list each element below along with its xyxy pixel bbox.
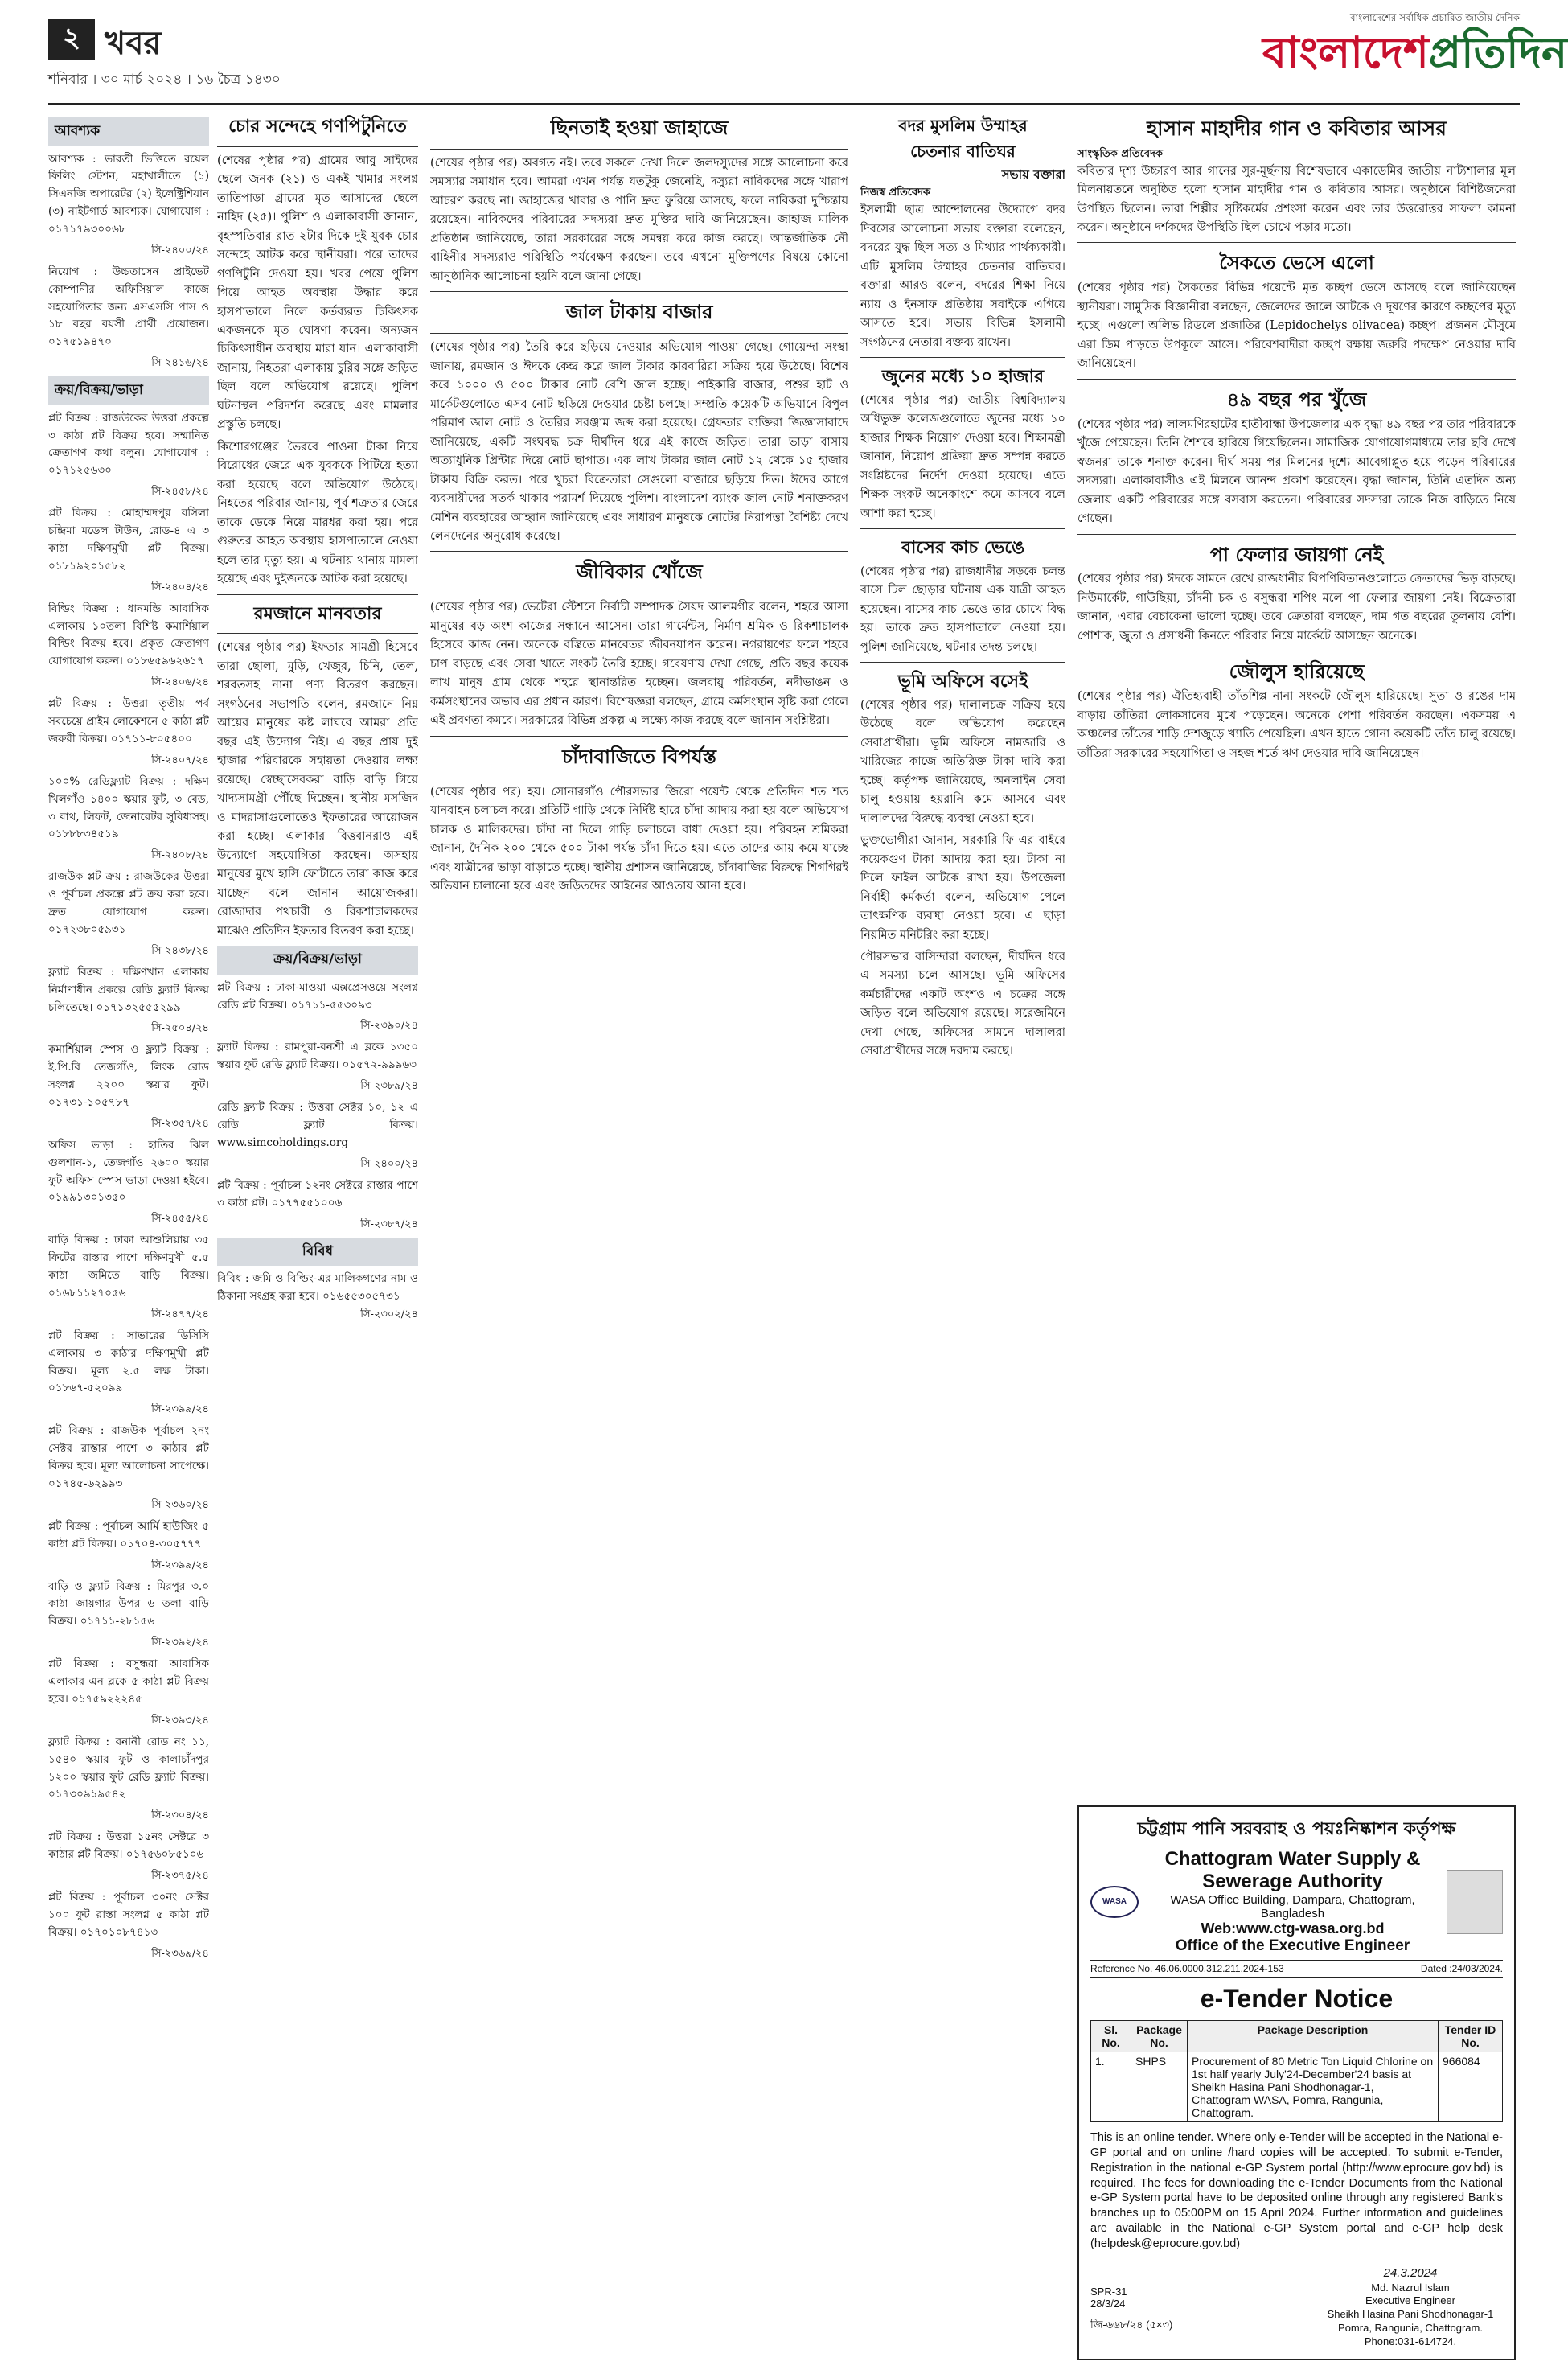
ad-code: সি-২৩৫৭/২৪ [151,1117,209,1130]
divider [430,593,848,594]
table-cell: Procurement of 80 Metric Ton Liquid Chlorine on 1st half yearly July'24-December'24 basis at Sheikh Hasina Pani Shodhonagar-1, Chattogram WASA, Pomra, Rangunia, Chattogram. [1188,2052,1439,2122]
divider [430,333,848,334]
headline-glory-lost: জৌলুস হারিয়েছে [1229,660,1365,684]
table-header: Sl. No. [1091,2021,1131,2052]
article-body: (শেষের পৃষ্ঠার পর) দালালচক্র সক্রিয় হয়ে উঠেছে বলে অভিযোগ করেছেন সেবাপ্রার্থীরা। ভূমি অফিসে নামজারি ও খারিজের কাজে অতিরিক্ত টাকা দাবি করা হচ্ছে। কর্তৃপক্ষ জানিয়েছে, অনলাইন সেবা চালু হওয়ায় হয়রানি কমে আসবে এবং দালালদের বিরুদ্ধে ব্যবস্থা নেওয়া হবে। [860,698,1065,825]
article-body: (শেষের পৃষ্ঠার পর) গ্রামের আবু সাইদের ছেলে জনক (২১) ও একই খামার সংলগ্ন তাতিপাড়া গ্রামের মৃত আসাদের ছেলে নাহিদ (২৫)। পুলিশ ও এলাকাবাসী জানান, বৃহস্পতিবার রাত ২টার দিকে দুই যুবক চোর সন্দেহে আটক করে স্থানীয়রা। পরে তাদের গণপিটুনি দেওয়া হয়। খবর পেয়ে পুলিশ গিয়ে আহত অবস্থায় উদ্ধার করে হাসপাতালে নিলে কর্তব্যরত চিকিৎসক একজনকে মৃত ঘোষণা করেন। অন্যজন চিকিৎসাধীন অবস্থায় মারা যান। এলাকাবাসী জানায়, নিহতরা এলাকায় চুরির সঙ্গে জড়িত ছিল বলে অভিযোগ রয়েছে। পুলিশ ঘটনাস্থল পরিদর্শন করেছে এবং মামলার প্রস্তুতি চলছে। [217,154,418,432]
tender-notice [1077,1805,1516,2360]
spr-label: SPR- [1090,2286,1116,2298]
article-body: (শেষের পৃষ্ঠার পর) জাতীয় বিশ্ববিদ্যালয় অধিভুক্ত কলেজগুলোতে জুনের মধ্যে ১০ হাজার শিক্ষক নিয়োগ দেওয়া হবে। শিক্ষামন্ত্রী জানান, নিয়োগ প্রক্রিয়া দ্রুত সম্পন্ন করতে সংশ্লিষ্টদের নির্দেশ দেওয়া হয়েছে। এতে শিক্ষক সংকট অনেকাংশে কমে আসবে বলে আশা করা হচ্ছে। [860,393,1065,520]
ad-code: সি-২৪০৪/২৪ [151,581,209,594]
ad-code: সি-২৪৫৮/২৪ [151,486,209,499]
article-body: (শেষের পৃষ্ঠার পর) ঈদকে সামনে রেখে রাজধানীর বিপণিবিতানগুলোতে ক্রেতাদের ভিড় বাড়ছে। নিউমার্কেট, গাউছিয়া, চাঁদনী চক ও বসুন্ধরা শপিং মলে পা ফেলার জায়গা নেই। বিক্রেতারা জানান, এবার বেচাকেনা ভালো হচ্ছে। তবে ক্রেতারা বলছেন, দাম গত বছরের তুলনায় বেশি। পোশাক, জুতা ও প্রসাধনী কিনতে পরিবার নিয়ে মার্কেটে আসছেন অনেকে। [1077,573,1516,643]
page-number: ২ [48,19,95,60]
ad-code: সি-২৩৮৯/২৪ [360,1080,418,1093]
wasa-logo-icon: WASA [1090,1886,1139,1918]
misc-box-title: বিবিধ [217,1238,418,1267]
classified-section-title: আবশ্যক [48,117,209,146]
article-body: ভুক্তভোগীরা জানান, সরকারি ফি এর বাইরে কয়েকগুণ টাকা আদায় করা হয়। টাকা না দিলে ফাইল আটকে রাখা হয়। উপজেলা নির্বাহী কর্মকর্তা বলেন, অভিযোগ পেলে তাৎক্ষণিক ব্যবস্থা নেওয়া হবে। এ ছাড়া নিয়মিত মনিটরিং করা হচ্ছে। [860,834,1065,942]
headline-bus-glass: বাসের কাচ ভেঙে [901,538,1025,559]
table-header: Package Description [1188,2021,1439,2052]
table-cell: SHPS [1131,2052,1188,2122]
divider [217,633,418,634]
ad-code: সি-২৫০৪/২৪ [151,1022,209,1035]
signer-office: Sheikh Hasina Pani Shodhonagar-1 [1327,2308,1494,2321]
divider [430,736,848,737]
article-body: কবিতার দৃশ্য উচ্চারণ আর গানের সুর-মূর্ছনায় বিশেষভাবে একাডেমির জাতীয় নাট্যশালার মূল মিলনায়তনে অনুষ্ঠিত হলো হাসান মাহাদীর গান ও কবিতার আসর। অনুষ্ঠানে বিশিষ্টজনেরা উপস্থিত ছিলেন। তারা শিল্পীর সৃষ্টিকর্মের প্রশংসা করেন এবং তার উত্তরোত্তর সাফল্য কামনা করেন। অনুষ্ঠানে দর্শকদের উপস্থিতি ছিল চোখে পড়ার মতো। [1077,164,1516,234]
tender-org-en: Chattogram Water Supply & Sewerage Authority [1164,1848,1421,1892]
ad-code: সি-২৩৭৫/২৪ [151,1870,209,1883]
tender-org-bn: চট্টগ্রাম পানি সরবরাহ ও পয়ঃনিষ্কাশন কর্তৃপক্ষ [1137,1819,1456,1839]
headline-badr-line2: চেতনার বাতিঘর [910,142,1016,162]
ad-code: সি-২৪১৬/২৪ [151,357,209,370]
headline-ramadan: রমজানে মানবতার [253,603,382,624]
signer-name: Md. Nazrul Islam [1371,2281,1450,2294]
ad-code: সি-২৩৮৭/২৪ [360,1218,418,1230]
tender-reference-line [1090,1960,1503,1978]
ad-code: সি-২৩৬৯/২৪ [151,1947,209,1960]
headline-beach: সৈকতে ভেসে এলো [1219,252,1374,275]
signer-phone: Phone:031-614724. [1364,2335,1457,2348]
masthead [48,11,1568,100]
news-column-3 [430,113,848,2360]
article-body: ইসলামী ছাত্র আন্দোলনের উদ্যোগে বদর দিবসের আলোচনা সভায় বক্তারা বলেছেন, বদরের যুদ্ধ ছিল সত্য ও মিথ্যার পার্থক্যকারী। এটি মুসলিম উম্মাহর চেতনার বাতিঘর। বক্তারা আরও বলেন, বদরের শিক্ষা নিয়ে ন্যায় ও ইনসাফ প্রতিষ্ঠায় সবাইকে এগিয়ে আসতে হবে। সভায় বিভিন্ন ইসলামী সংগঠনের নেতারা বক্তব্য রাখেন। [860,203,1065,349]
ad-code: সি-২৪০৭/২৪ [151,754,209,766]
classified-ad: প্লট বিক্রয় : পূর্বাচল আর্মি হাউজিং ৫ কাঠা প্লট বিক্রয়। ০১৭০৪-৩০৫৭৭৭ [48,1519,209,1550]
table-row [1091,2052,1503,2122]
classified-ad: ১০০% রেডিফ্ল্যাট বিক্রয় : দক্ষিণ খিলগাঁও ১৪০০ স্কয়ার ফুট, ৩ বেড, ৩ বাথ, লিফট, জেনারেটর সুবিধাসহ। ০১৮৮৮৩৪৫১৯ [48,774,209,841]
divider [217,594,418,595]
classified-ad: প্লট বিক্রয় : পূর্বাচল ১২নং সেক্টরে রাস্তার পাশে ৩ কাঠা প্লট। ০১৭৭৫৫১০০৬ [217,1178,418,1210]
brand-name-part-b: প্রতিদিন [1428,27,1568,78]
classified-ad: ফ্ল্যাট বিক্রয় : বনানী রোড নং ১১, ১৫৪০ স্কয়ার ফুট ও কালাচাঁদপুর ১২০০ স্কয়ার ফুট রেডি ফ্ল্যাট বিক্রয়। ০১৭৩০৯১৯৫৪২ [48,1735,209,1801]
article-body: (শেষের পৃষ্ঠার পর) ভেটেরা স্টেশনে নির্বাচী সম্পাদক সৈয়দ আলমগীর বলেন, শহরে আসা মানুষের বড় অংশ কাজের সন্ধানে আসেন। তারা গার্মেন্টস, নির্মাণ শ্রমিক ও রিকশাচালক হিসেবে কাজ নেন। অনেকে বস্তিতে মানবেতর জীবনযাপন করেন। নগরায়ণের ফলে শহরে চাপ বাড়ছে এবং সেবা খাতে সংকট তৈরি হচ্ছে। গবেষণায় দেখা গেছে, প্রতি বছর কয়েক লাখ মানুষ গ্রাম থেকে শহরে স্থানান্তরিত হচ্ছেন। জলবায়ু পরিবর্তন, নদীভাঙন ও কর্মসংস্থানের অভাব এর প্রধান কারণ। বিশেষজ্ঞরা বলছেন, গ্রামে কর্মসংস্থান সৃষ্টি করা গেলে এই প্রবণতা কমবে। সরকারের বিভিন্ন প্রকল্প এ লক্ষ্যে কাজ করছে বলে জানান সংশ্লিষ্টরা। [430,601,848,728]
classified-ad: অফিস ভাড়া : হাতির ঝিল গুলশান-১, তেজগাঁও ২৬০০ স্কয়ার ফুট অফিস স্পেস ভাড়া দেওয়া হইবে। ০১৯৯১৩০১৩৫০ [48,1138,209,1205]
classified-section-title: ক্রয়/বিক্রয়/ভাড়া [48,376,209,405]
ad-code: সি-২৩৯৯/২৪ [151,1559,209,1571]
gd-number: জি-৬৬৮/২৪ (৫×৩) [1090,2319,1173,2331]
brand-name [1262,27,1568,78]
classified-ad: রাজউক প্লট ক্রয় : রাজউকের উত্তরা ও পূর্বাচল প্রকল্পে প্লট ক্রয় করা হবে। দ্রুত যোগাযোগ করুন। ০১৭২৩৮০৫৯৩১ [48,870,209,936]
article-body: (শেষের পৃষ্ঠার পর) হয়। সোনারগাঁও পৌরসভার জিরো পয়েন্ট থেকে প্রতিদিন শত শত যানবাহন চলাচল করে। প্রতিটি গাড়ি থেকে নির্দিষ্ট হারে চাঁদা আদায় করা হয় বলে অভিযোগ চালক ও মালিকদের। চাঁদা না দিলে গাড়ি চলাচলে বাধা দেওয়া হয়। পরিবহন শ্রমিকরা জানান, দৈনিক ২০০ থেকে ৫০০ টাকা পর্যন্ত চাঁদা দিতে হয়। এতে তাদের আয় কমে যাচ্ছে এবং যাত্রীদের ভাড়া বাড়াতে হচ্ছে। স্থানীয় প্রশাসন জানিয়েছে, চাঁদাবাজির বিরুদ্ধে শিগগিরই অভিযান চালানো হবে এবং জড়িতদের আইনের আওতায় আনা হবে। [430,785,848,893]
headline-thief-beating: চোর সন্দেহে গণপিটুনিতে [228,117,407,137]
ad-code: সি-২৪৩৮/২৪ [151,944,209,957]
ad-code: সি-২৪০৮/২৪ [151,849,209,862]
classified-ad: ফ্ল্যাট বিক্রয় : দক্ষিণখান এলাকায় নির্মাণাধীন প্রকল্পে রেডি ফ্ল্যাট বিক্রয় চলিতেছে। ০১৭১৩২৫৫৫২৯৯ [48,965,209,1014]
classified-ad: রেডি ফ্ল্যাট বিক্রয় : উত্তরা সেক্টর ১০, ১২ এ রেডি ফ্ল্যাট বিক্রয়। www.simcoholdings.org [217,1101,418,1149]
ad-code: সি-২৩৯০/২৪ [360,1020,418,1033]
misc-ad: বিবিধ : জমি ও বিল্ডিং-এর মালিকগণের নাম ও ঠিকানা সংগ্রহ করা হবে। ০১৬৫৫৩০৫৭৩১ [217,1272,418,1303]
news-column-2 [217,113,418,2360]
divider [1077,242,1516,243]
ad-code: সি-২৪৫৫/২৪ [151,1213,209,1226]
tender-signature [1318,2265,1503,2349]
masthead-rule [48,103,1520,105]
signer-place: Pomra, Rangunia, Chattogram. [1338,2322,1483,2335]
classified-ad: প্লট বিক্রয় : উত্তরা তৃতীয় পর্ব সবচেয়ে প্রাইম লোকেশনে ৫ কাঠা প্লট জরুরী বিক্রয়। ০১৭১১-৮০৫৪০০ [48,697,209,745]
classified-ad: বাড়ি ও ফ্ল্যাট বিক্রয় : মিরপুর ৩.০ কাঠা জায়গার উপর ৬ তলা বাড়ি বিক্রয়। ০১৭১১-২৮১৫৬ [48,1579,209,1629]
ad-code: সি-২৪০০/২৪ [151,244,209,257]
tender-body: This is an online tender. Where only e-Tender will be accepted in the National e-GP portal and on online /hard copies will be accepted. To submit e-Tender, Registration in the national e-GP System portal (http://www.eprocure.gov.bd) is required. The fees for downloading the e-Tender Documents from the National e-GP System portal have to be deposited online through any registered Bank's branches up to 05:00PM on 15 April 2024. Further information and guidelines are available in the National e-GP System portal and e-GP help desk (helpdesk@eprocure.gov.bd) [1090,2131,1503,2250]
article-body: (শেষের পৃষ্ঠার পর) অবগত নই। তবে সকলে দেখা দিলে জলদস্যুদের সঙ্গে আলোচনা করে সমস্যার সমাধান হবে। আমরা এখন পর্যন্ত যতটুকু জেনেছি, দস্যুরা নাবিকদের সঙ্গে খারাপ আচরণ করছে না। জাহাজের খাবার ও পানি দ্রুত ফুরিয়ে আসছে, ফলে নাবিকরা দুশ্চিন্তায় রয়েছেন। নাবিকদের পরিবারের সদস্যরা দ্রুত মুক্তির দাবি জানিয়েছেন। জাহাজ মালিক প্রতিষ্ঠান জানিয়েছে, তারা সরকারের সঙ্গে সমন্বয় করে কাজ করছে। আন্তর্জাতিক নৌ বাহিনীর সদস্যরাও পরিস্থিতি পর্যবেক্ষণ করছেন। তবে এখনো মুক্তিপণের বিষয়ে কোনো আনুষ্ঠানিক আলোচনা হয়নি বলে জানা গেছে। [430,156,848,283]
article-body: (শেষের পৃষ্ঠার পর) তৈরি করে ছড়িয়ে দেওয়ার অভিযোগ পাওয়া গেছে। গোয়েন্দা সংস্থা জানায়, রমজান ও ঈদকে কেন্দ্র করে জাল টাকার কারবারিরা সক্রিয় হয়ে উঠেছে। বিশেষ করে ১০০০ ও ৫০০ টাকার নোট বেশি জাল হচ্ছে। পাইকারি বাজার, পশুর হাট ও মার্কেটগুলোতে এসব নোট ছড়িয়ে দেওয়ার চেষ্টা চলছে। সম্প্রতি কয়েকটি অভিযানে বিপুল পরিমাণ জাল নোট ও তৈরির সরঞ্জাম জব্দ করা হয়েছে। গ্রেফতার ব্যক্তিরা জিজ্ঞাসাবাদে জানিয়েছে, একটি সংঘবদ্ধ চক্র দীর্ঘদিন ধরে এই কাজে জড়িত। তারা ভাড়া বাসায় অত্যাধুনিক প্রিন্টার দিয়ে নোট ছাপাত। এক লাখ টাকার জাল নোট ১২ থেকে ১৫ হাজার টাকায় বিক্রি করত। পরে খুচরা বিক্রেতারা সেগুলো বাজারে ছড়িয়ে দিত। ঈদের আগে ব্যবসায়ীদের সতর্ক থাকার পরামর্শ দিয়েছে পুলিশ। বাংলাদেশ ব্যাংক জাল নোট শনাক্তকরণ মেশিন ব্যবহারের আহ্বান জানিয়েছে এবং সাধারণ মানুষকে নোটের নিরাপত্তা বৈশিষ্ট্য দেখে লেনদেনের অনুরোধ করেছে। [430,341,848,543]
date-line: শনিবার । ৩০ মার্চ ২০২৪ । ১৬ চৈত্র ১৪৩০ [48,72,281,88]
headline-49-years: ৪৯ বছর পর খুঁজে [1226,388,1367,411]
classified-ad: প্লট বিক্রয় : সাভারের ডিসিসি এলাকায় ৩ কাঠার দক্ষিণমুখী প্লট বিক্রয়। মূল্য ২.৫ লক্ষ টাকা। ০১৮৬৭-৫২০৯৯ [48,1329,209,1395]
article-body: (শেষের পৃষ্ঠার পর) লালমণিরহাটের হাতীবান্ধা উপজেলার এক বৃদ্ধা ৪৯ বছর পর তার পরিবারকে খুঁজে পেয়েছেন। তিনি শৈশবে হারিয়ে গিয়েছিলেন। সামাজিক যোগাযোগমাধ্যমে তার ছবি দেখে স্বজনরা তাকে শনাক্ত করেন। দীর্ঘ সময় পর মিলনের দৃশ্যে আবেগাপ্লুত হয়ে পড়েন পরিবারের সদস্যরা। এলাকাবাসীও এই মিলনে আনন্দ প্রকাশ করেছেন। বৃদ্ধা জানান, তিনি এতদিন অন্য জেলায় একটি পরিবারের সঙ্গে বসবাস করতেন। পরিবারের সদস্যরা তাকে নিজ বাড়িতে নিয়ে গেছেন। [1077,417,1516,526]
spr-date: 28/3/24 [1090,2298,1126,2310]
brand-name-part-a: বাংলাদেশ [1262,27,1429,78]
article-body: (শেষের পৃষ্ঠার পর) ইফতার সামগ্রী হিসেবে তারা ছোলা, মুড়ি, খেজুর, চিনি, তেল, শরবতসহ নানা পণ্য বিতরণ করছেন। সংগঠনের সভাপতি বলেন, রমজানে নিম্ন আয়ের মানুষের কষ্ট লাঘবে আমরা প্রতি বছর এই উদ্যোগ নিই। এ বছর প্রায় দুই হাজার পরিবারকে সহায়তা দেওয়ার লক্ষ্য রয়েছে। স্বেচ্ছাসেবকরা বাড়ি বাড়ি গিয়ে খাদ্যসামগ্রী পৌঁছে দিচ্ছেন। স্থানীয় মসজিদ ও মাদরাসাগুলোতেও ইফতারের আয়োজন করা হচ্ছে। এলাকার বিত্তবানরাও এই উদ্যোগে সহযোগিতা করছেন। অসহায় মানুষের মুখে হাসি ফোটাতে তারা কাজ করে যাচ্ছেন বলে জানান আয়োজকরা। রোজাদার পথচারী ও রিকশাচালকদের মাঝেও প্রতিদিন ইফতার বিতরণ করা হচ্ছে। [217,641,418,938]
tender-office: Office of the Executive Engineer [1175,1937,1410,1954]
headline-hasan-mahadi: হাসান মাহাদীর গান ও কবিতার আসর [1147,117,1447,140]
table-header: Package No. [1131,2021,1188,2052]
byline: সাংস্কৃতিক প্রতিবেদক [1077,147,1163,160]
classified-ad: প্লট বিক্রয় : রাজউকের উত্তরা প্রকল্পে ৩ কাঠা প্লট বিক্রয় হবে। সম্মানিত ক্রেতাগণ কথা বলুন। যোগাযোগ : ০১৭১২৫৬৩০ [48,411,209,478]
tender-table [1090,2020,1503,2122]
signer-title: Executive Engineer [1365,2294,1455,2307]
classified-box-list [217,980,418,1233]
classified-ad: আবশ্যক : ভারতী ভিত্তিতে রয়েল ফিলিং স্টেশন, মহাখালীতে (১) সিএনজি অপারেটর (২) ইলেক্ট্রিশিয়ান (৩) নাইটগার্ড আবশ্যক। যোগাযোগ : ০১৭১৭৯৩০০৬৮ [48,152,209,236]
divider [860,357,1065,358]
classified-ad: প্লট বিক্রয় : মোহাম্মদপুর বসিলা চন্দ্রিমা মডেল টাউন, রোড-৪ এ ৩ কাঠা দক্ষিণমুখী প্লট বিক্রয়। ০১৮১৯২০১৫৮২ [48,507,209,573]
headline-fake-money: জাল টাকায় বাজার [565,301,713,324]
portrait-image [1447,1870,1503,1934]
headline-badr: বদর মুসলিম উম্মাহর [898,116,1028,135]
classified-ad: কমার্শিয়াল স্পেস ও ফ্ল্যাট বিক্রয় : ই.পি.বি তেজগাঁও, লিংক রোড সংলগ্ন ২২০০ স্কয়ার ফুট। ০১৭৩১-১০৫৭৮৭ [48,1043,209,1109]
headline-ship: ছিনতাই হওয়া জাহাজে [550,117,729,139]
ad-code: সি-২৪০০/২৪ [360,1157,418,1170]
article-body: (শেষের পৃষ্ঠার পর) ঐতিহ্যবাহী তাঁতশিল্প নানা সংকটে জৌলুস হারিয়েছে। সুতা ও রঙের দাম বাড়ায় তাঁতিরা লোকসানের মুখে পড়েছেন। অনেকে পেশা পরিবর্তন করছেন। একসময় এ অঞ্চলের তাঁতের শাড়ি দেশজুড়ে খ্যাতি পেয়েছিল। এখন হাতে গোনা কয়েকটি তাঁত চালু রয়েছে। তাঁতিরা সরকারের সহযোগিতা ও সহজ শর্তে ঋণ দেওয়ার দাবি জানিয়েছেন। [1077,690,1516,760]
article-body: কিশোরগঞ্জের ভৈরবে পাওনা টাকা নিয়ে বিরোধের জেরে এক যুবককে পিটিয়ে হত্যা করা হয়েছে বলে অভিযোগ উঠেছে। নিহতের পরিবার জানায়, পূর্ব শত্রুতার জেরে তাকে ডেকে নিয়ে মারধর করা হয়। পরে গুরুতর আহত অবস্থায় হাসপাতালে নেওয়া হলে তার মৃত্যু হয়। এ ঘটনায় থানায় মামলা হয়েছে এবং দুইজনকে আটক করা হয়েছে। [217,440,418,586]
classified-ad: প্লট বিক্রয় : ঢাকা-মাওয়া এক্সপ্রেসওয়ে সংলগ্ন রেডি প্লট বিক্রয়। ০১৭১১-৫৫৩০৯৩ [217,980,418,1012]
classified-ad: প্লট বিক্রয় : রাজউক পূর্বাচল ২নং সেক্টর রাস্তার পাশে ৩ কাঠার প্লট বিক্রয় হবে। মূল্য আলোচনা সাপেক্ষে। ০১৭৪৫-৬২৯৯৩ [48,1424,209,1490]
byline: নিজস্ব প্রতিবেদক [860,187,931,199]
table-header: Tender ID No. [1439,2021,1503,2052]
ad-code: সি-২৩৬০/২৪ [151,1498,209,1511]
tender-address: WASA Office Building, Dampara, Chattogram, Bangladesh [1170,1893,1415,1920]
ad-code: সি-২৩৯৯/২৪ [151,1403,209,1416]
ad-code: সি-২৩৯৩/২৪ [151,1714,209,1727]
spr-number: 31 [1115,2286,1127,2298]
headline-livelihood: জীবিকার খোঁজে [576,561,703,584]
ad-code: সি-২৪৭৭/২৪ [151,1308,209,1320]
tender-date: Dated :24/03/2024. [1420,1963,1503,1974]
section-title: খবর [105,25,162,62]
signature-date: 24.3.2024 [1383,2266,1438,2281]
divider [430,291,848,292]
classified-ad: প্লট বিক্রয় : উত্তরা ১৫নং সেক্টরে ৩ কাঠার প্লট বিক্রয়। ০১৭৫৬০৮৫১০৬ [48,1830,209,1862]
article-body: (শেষের পৃষ্ঠার পর) রাজধানীর সড়কে চলন্ত বাসে ঢিল ছোড়ার ঘটনায় এক যাত্রী আহত হয়েছেন। বাসের কাচ ভেঙে তার চোখে বিদ্ধ হয়। তাকে দ্রুত হাসপাতালে নেওয়া হয়। পুলিশ জানিয়েছে, ঘটনার তদন্ত চলছে। [860,565,1065,654]
headline-teachers: জুনের মধ্যে ১০ হাজার [881,367,1045,387]
classified-ad: নিয়োগ : উচ্চতাসেন প্রাইভেট কোম্পানীর অফিসিয়াল কাজে সহযোগিতার জন্য এসএসসি পাস ও ১৮ বছর বয়সী প্রার্থী প্রয়োজন। ০১৭৫১৯৪৭০ [48,265,209,349]
article-body: পৌরসভার বাসিন্দারা বলছেন, দীর্ঘদিন ধরে এ সমস্যা চলে আসছে। ভূমি অফিসের কর্মচারীদের একটি অংশও এ চক্রের সঙ্গে জড়িত বলে অভিযোগ রয়েছে। সরেজমিনে দেখা গেছে, অফিসের সামনে দালালরা সেবাপ্রার্থীদের সঙ্গে দরদাম করছে। [860,950,1065,1058]
news-column-5 [1077,113,1516,1797]
brand-logo [1262,11,1568,100]
ad-code: সি-২৩০২/২৪ [360,1308,418,1320]
ad-code: সি-২৩০৪/২৪ [151,1809,209,1822]
headline-extortion: চাঁদাবাজিতে বিপর্যস্ত [562,745,716,768]
classified-ad: প্লট বিক্রয় : বসুন্ধরা আবাসিক এলাকার এন ব্লকে ৫ কাঠা প্লট বিক্রয় হবে। ০১৭৫৯২২২৪৫ [48,1657,209,1706]
table-header-row [1091,2021,1503,2052]
article-body: (শেষের পৃষ্ঠার পর) সৈকতের বিভিন্ন পয়েন্টে মৃত কচ্ছপ ভেসে আসছে বলে জানিয়েছেন স্থানীয়রা। সামুদ্রিক বিজ্ঞানীরা বলছেন, জেলেদের জালে আটকে ও দূষণের কারণে কচ্ছপের মৃত্যু হচ্ছে। এগুলো অলিভ রিডলে প্রজাতির (Lepidochelys olivacea) কচ্ছপ। প্রজনন মৌসুমে এরা ডিম পাড়তে উপকূলে আসে। পরিবেশবাদীরা কচ্ছপ রক্ষায় জরুরি পদক্ষেপ নেওয়ার দাবি জানিয়েছেন। [1077,281,1516,371]
classified-list [48,151,209,1962]
divider [860,662,1065,663]
table-cell: 1. [1091,2052,1131,2122]
classified-ad: ফ্ল্যাট বিক্রয় : রামপুরা-বনশ্রী এ ব্লকে ১৩৫০ স্কয়ার ফুট রেডি ফ্ল্যাট বিক্রয়। ০১৫৭২-৯৯৯৬৩ [217,1041,418,1072]
brand-tagline: বাংলাদেশের সর্বাধিক প্রচারিত জাতীয় দৈনিক [1349,12,1520,23]
classified-ad: বিল্ডিং বিক্রয় : ধানমন্ডি আবাসিক এলাকায় ১০তলা বিশিষ্ট কমার্শিয়াল বিল্ডিং বিক্রয় হবে। প্রকৃত ক্রেতাগণ যোগাযোগ করুন। ০১৮৬৫৯৬২৬১৭ [48,602,209,668]
classified-ad: বাড়ি বিক্রয় : ঢাকা আশুলিয়ায় ৩৫ ফিটের রাস্তার পাশে দক্ষিণমুখী ৫.৫ কাঠা জমিতে বাড়ি বিক্রয়। ০১৬৮১১২৭০৫৬ [48,1234,209,1300]
ad-code: সি-২৪০৬/২৪ [151,676,209,689]
table-cell: 966084 [1439,2052,1503,2122]
headline-land-office: ভূমি অফিসে বসেই [897,672,1028,692]
divider [430,551,848,552]
tender-header [1090,1848,1503,1955]
divider [430,149,848,150]
divider [860,528,1065,529]
classified-box-title: ক্রয়/বিক্রয়/ভাড়া [217,946,418,975]
classified-ad: প্লট বিক্রয় : পূর্বাচল ৩০নং সেক্টর ১০০ ফুট রাস্তা সংলগ্ন ৫ কাঠা প্লট বিক্রয়। ০১৭০১০৮৭৪১৩ [48,1891,209,1939]
headline-badr-kicker: সভায় বক্তারা [1001,166,1065,182]
tender-website: Web:www.ctg-wasa.org.bd [1201,1920,1385,1937]
divider [1077,534,1516,535]
divider [1077,379,1516,380]
tender-spr [1090,2286,1172,2335]
tender-org-block [1139,1848,1447,1955]
headline-crowd: পা ফেলার জায়গা নেই [1209,543,1384,566]
tender-reference: Reference No. 46.06.0000.312.211.2024-153 [1090,1963,1284,1974]
news-column-4 [860,113,1065,2360]
divider [217,146,418,147]
ad-code: সি-২৩৯২/২৪ [151,1637,209,1649]
tender-title: e-Tender Notice [1200,1984,1394,2013]
classifieds-column [48,113,209,2356]
